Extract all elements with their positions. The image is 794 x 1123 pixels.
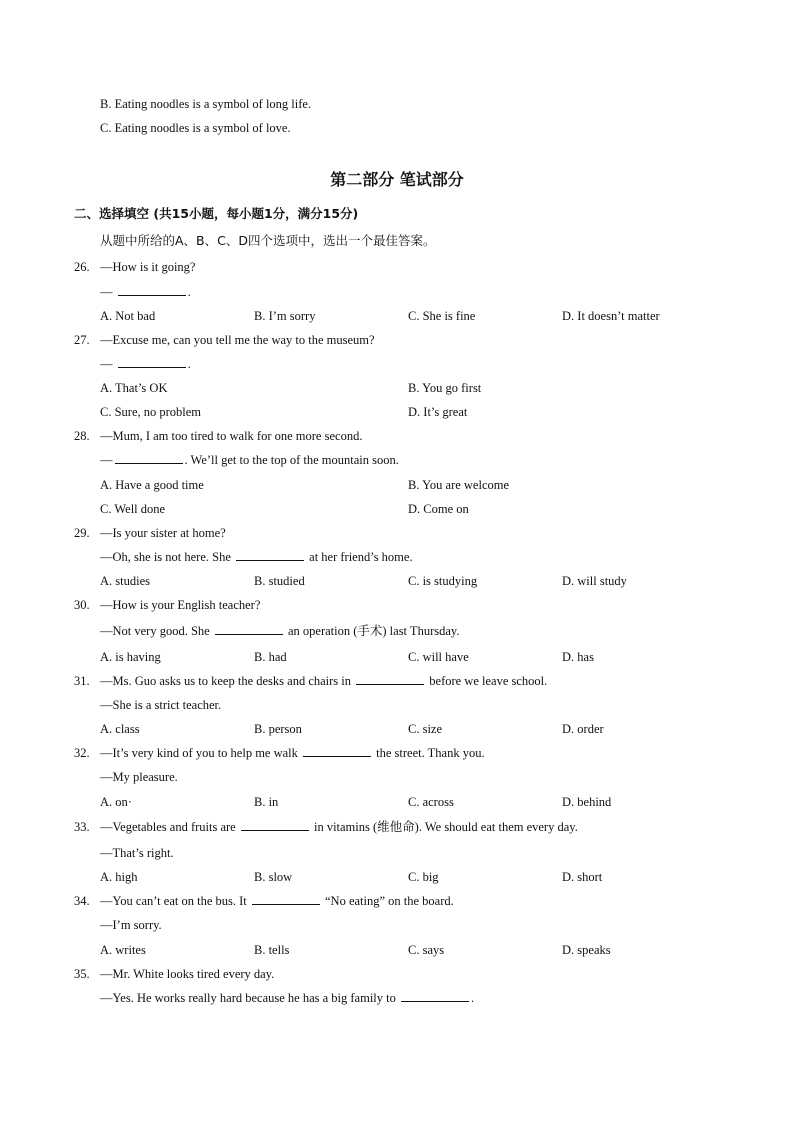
question-number: 26.	[74, 260, 90, 274]
option-b[interactable]: B. I’m sorry	[254, 309, 316, 323]
option-d[interactable]: D. has	[562, 650, 594, 664]
part-title: 第二部分 笔试部分	[330, 170, 464, 189]
section-heading: 二、选择填空 (共15小题，每小题1分，满分15分)	[74, 206, 359, 221]
reply-line: —I’m sorry.	[100, 918, 162, 932]
option-d[interactable]: D. Come on	[408, 502, 469, 516]
question-number: 28.	[74, 429, 90, 443]
answer-line	[100, 623, 459, 639]
answer-line	[100, 990, 474, 1006]
answer-blank[interactable]	[356, 673, 424, 685]
answer-blank[interactable]	[115, 452, 183, 464]
option-b[interactable]: B. slow	[254, 870, 293, 884]
option-d[interactable]: D. order	[562, 722, 604, 736]
answer-prefix: —Oh, she is not here. She	[100, 550, 235, 564]
option-c[interactable]: C. says	[408, 943, 445, 957]
option-c[interactable]: C. Sure, no problem	[100, 405, 202, 419]
option-a[interactable]: A. writes	[100, 943, 146, 957]
stem-prefix: —Ms. Guo asks us to keep the desks and chairs in	[100, 674, 355, 688]
option-c[interactable]: C. Well done	[100, 502, 166, 516]
reply-line: —My pleasure.	[100, 770, 178, 784]
option-a[interactable]: A. studies	[100, 574, 150, 588]
reply-line: —That’s right.	[100, 846, 174, 860]
reply-line: —She is a strict teacher.	[100, 698, 222, 712]
option-a[interactable]: A. Have a good time	[100, 478, 204, 492]
stem-prefix: —You can’t eat on the bus. It	[100, 894, 250, 908]
answer-suffix: .	[471, 991, 475, 1005]
question-number: 31.	[74, 674, 90, 688]
option-d[interactable]: D. It’s great	[408, 405, 468, 419]
answer-suffix: . We’ll get to the top of the mountain soon.	[184, 453, 399, 467]
answer-prefix: —	[100, 285, 116, 299]
option-d[interactable]: D. It doesn’t matter	[562, 309, 660, 323]
stem-suffix: in vitamins (维他命). We should eat them every day.	[310, 820, 578, 834]
option-d[interactable]: D. speaks	[562, 943, 611, 957]
option-a[interactable]: A. high	[100, 870, 138, 884]
answer-suffix: .	[187, 285, 191, 299]
question-number: 33.	[74, 820, 90, 834]
answer-blank[interactable]	[118, 356, 186, 368]
question-stem: —How is your English teacher?	[100, 598, 261, 612]
question-number: 35.	[74, 967, 90, 981]
option-a[interactable]: A. on·	[100, 795, 132, 809]
option-b[interactable]: B. in	[254, 795, 279, 809]
option-d[interactable]: D. short	[562, 870, 603, 884]
section-instruction: 从题中所给的A、B、C、D四个选项中，选出一个最佳答案。	[100, 233, 436, 248]
option-c[interactable]: C. size	[408, 722, 443, 736]
option-c[interactable]: C. big	[408, 870, 439, 884]
option-b[interactable]: B. You are welcome	[408, 478, 510, 492]
question-stem: —Excuse me, can you tell me the way to the museum?	[100, 333, 375, 347]
option-b[interactable]: B. tells	[254, 943, 290, 957]
answer-suffix: at her friend’s home.	[306, 550, 413, 564]
question-number: 27.	[74, 333, 90, 347]
question-stem	[100, 893, 454, 909]
option-a[interactable]: A. Not bad	[100, 309, 156, 323]
answer-blank[interactable]	[236, 549, 304, 561]
stem-suffix: “No eating” on the board.	[321, 894, 454, 908]
option-a[interactable]: A. is having	[100, 650, 161, 664]
question-number: 29.	[74, 526, 90, 540]
option-c[interactable]: C. is studying	[408, 574, 478, 588]
answer-line	[100, 452, 399, 468]
answer-suffix: an operation (手术) last Thursday.	[284, 624, 460, 638]
answer-prefix: —Yes. He works really hard because he has a big family to	[100, 991, 399, 1005]
answer-blank[interactable]	[118, 284, 186, 296]
previous-option-c: C. Eating noodles is a symbol of love.	[100, 121, 291, 135]
stem-suffix: the street. Thank you.	[373, 746, 485, 760]
question-number: 32.	[74, 746, 90, 760]
stem-prefix: —It’s very kind of you to help me walk	[100, 746, 302, 760]
previous-option-b: B. Eating noodles is a symbol of long life.	[100, 97, 312, 111]
question-stem	[100, 673, 547, 689]
option-c[interactable]: C. She is fine	[408, 309, 476, 323]
option-d[interactable]: D. behind	[562, 795, 612, 809]
option-b[interactable]: B. person	[254, 722, 302, 736]
question-stem: —Mr. White looks tired every day.	[100, 967, 275, 981]
answer-blank[interactable]	[241, 819, 309, 831]
answer-prefix: —Not very good. She	[100, 624, 213, 638]
option-a[interactable]: A. class	[100, 722, 140, 736]
option-a[interactable]: A. That’s OK	[100, 381, 168, 395]
question-stem	[100, 745, 485, 761]
answer-line	[100, 356, 191, 372]
option-d[interactable]: D. will study	[562, 574, 627, 588]
option-c[interactable]: C. will have	[408, 650, 469, 664]
option-c[interactable]: C. across	[408, 795, 454, 809]
question-stem: —Is your sister at home?	[100, 526, 226, 540]
answer-prefix: —	[100, 453, 113, 467]
option-b[interactable]: B. studied	[254, 574, 305, 588]
option-b[interactable]: B. had	[254, 650, 287, 664]
answer-blank[interactable]	[401, 990, 469, 1002]
question-stem: —How is it going?	[100, 260, 196, 274]
answer-blank[interactable]	[252, 893, 320, 905]
question-number: 34.	[74, 894, 90, 908]
answer-blank[interactable]	[215, 623, 283, 635]
option-b[interactable]: B. You go first	[408, 381, 482, 395]
question-stem: —Mum, I am too tired to walk for one more second.	[100, 429, 363, 443]
question-stem	[100, 819, 578, 835]
stem-prefix: —Vegetables and fruits are	[100, 820, 239, 834]
answer-prefix: —	[100, 357, 116, 371]
answer-line	[100, 284, 191, 300]
stem-suffix: before we leave school.	[426, 674, 548, 688]
answer-suffix: .	[187, 357, 191, 371]
answer-blank[interactable]	[303, 745, 371, 757]
answer-line	[100, 549, 413, 565]
question-number: 30.	[74, 598, 90, 612]
